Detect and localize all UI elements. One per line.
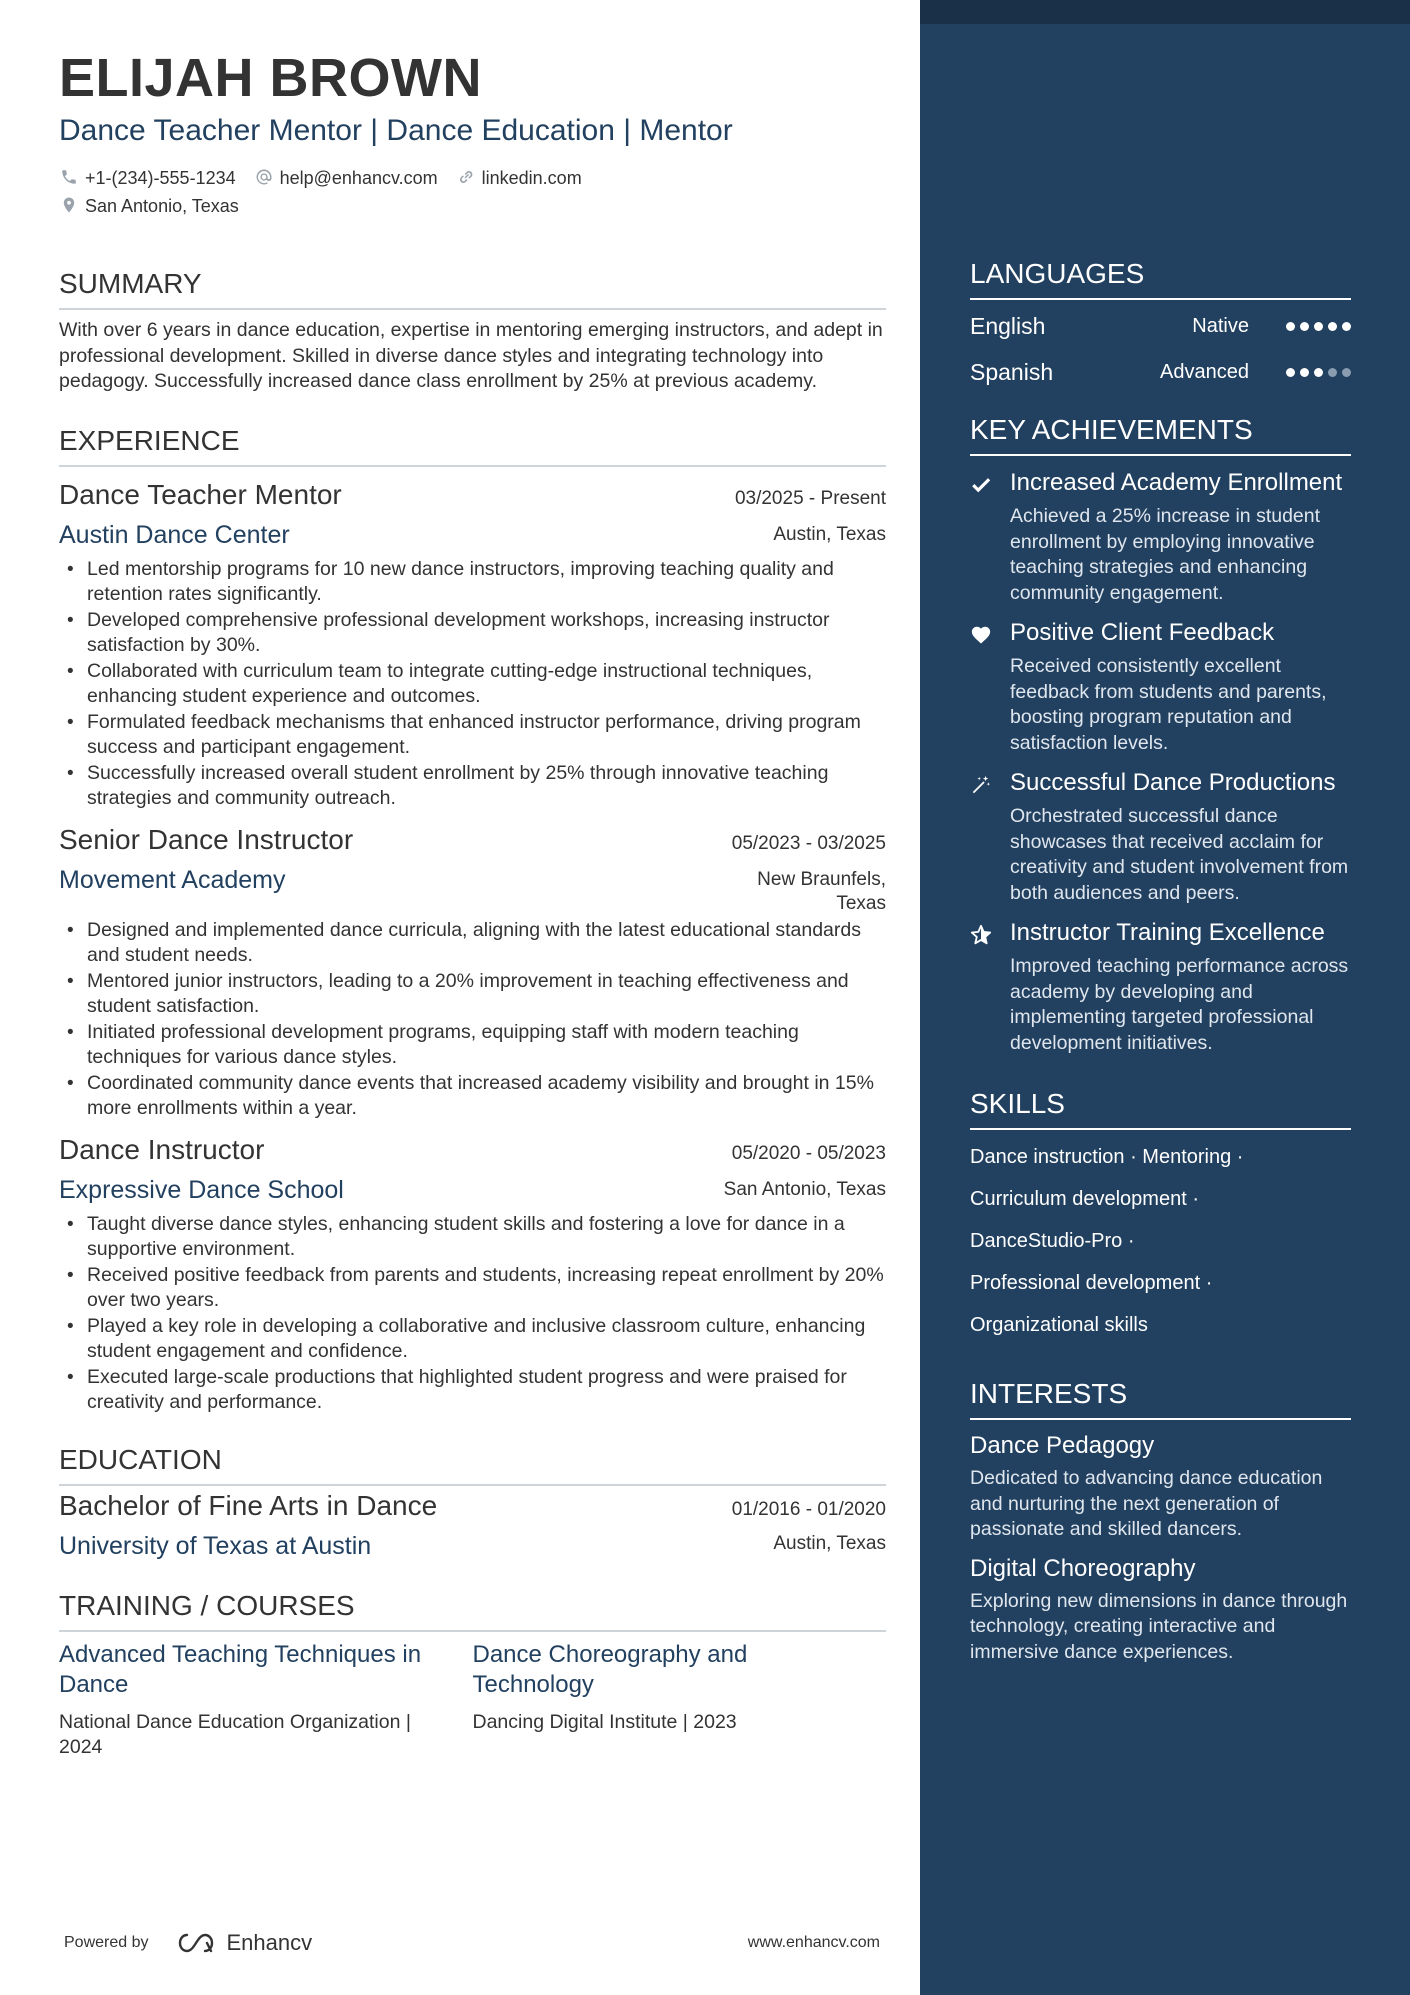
company-name: Austin Dance Center: [59, 520, 290, 549]
education-title: EDUCATION: [59, 1442, 886, 1486]
interests-title: INTERESTS: [970, 1376, 1351, 1420]
footer: [64, 1930, 880, 1956]
interest-item: [970, 1553, 1351, 1666]
phone-contact[interactable]: [59, 168, 236, 189]
candidate-role: Dance Teacher Mentor | Dance Education | Mentor: [59, 114, 733, 147]
phone-icon: [59, 168, 79, 188]
linkedin-text: linkedin.com: [481, 167, 582, 188]
interest-title: Dance Pedagogy: [970, 1432, 1155, 1459]
achievement-title: Increased Academy Enrollment: [1010, 469, 1343, 496]
heart-icon: [970, 618, 1010, 756]
achievements-section: [970, 412, 1351, 1056]
language-item: [970, 304, 1351, 348]
job-title: Senior Dance Instructor: [59, 823, 354, 855]
brand-logo[interactable]: [175, 1930, 313, 1956]
rating-dot-filled: [1314, 322, 1323, 331]
interest-item: [970, 1430, 1351, 1543]
language-level: Advanced: [1160, 360, 1249, 383]
bullet-item: • Mentored junior instructors, leading to a 20% improvement in teaching effectiveness and student satisfaction.: [59, 969, 886, 1020]
job-title: Dance Instructor: [59, 1133, 265, 1165]
bullet-item: • Coordinated community dance events that increased academy visibility and brought in 15% more enrollments within a year.: [59, 1071, 886, 1122]
rating-dot-filled: [1286, 322, 1295, 331]
achievement-text: Orchestrated successful dance showcases that received acclaim for creativity and student involvement from both audiences and peers.: [1010, 805, 1349, 904]
company-name: Movement Academy: [59, 865, 286, 894]
course-title: Advanced Teaching Techniques in Dance: [59, 1640, 422, 1698]
skill-item: Organizational skills: [970, 1314, 1148, 1336]
skill-item: DanceStudio-Pro ·: [970, 1230, 1135, 1252]
bullet-item: • Formulated feedback mechanisms that enhanced instructor performance, driving program success and participant engagement.: [59, 710, 886, 761]
email-text: help@enhancv.com: [279, 167, 438, 188]
language-name: English: [970, 312, 1046, 339]
powered-by: [64, 1930, 312, 1956]
summary-title: SUMMARY: [59, 266, 886, 310]
achievement-item: [970, 918, 1351, 1056]
language-name: Spanish: [970, 358, 1054, 385]
experience-section: [59, 423, 886, 1416]
contact-info: [59, 164, 886, 220]
magic-wand-icon: [970, 768, 1010, 906]
language-item: [970, 350, 1351, 394]
site-link[interactable]: www.enhancv.com: [747, 1934, 880, 1951]
skill-item: Dance instruction · Mentoring ·: [970, 1146, 1244, 1168]
bullet-item: • Developed comprehensive professional development workshops, increasing instructor satisfaction by 30%.: [59, 608, 886, 659]
email-contact[interactable]: [254, 168, 438, 189]
achievement-text: Improved teaching performance across academy by developing and implementing targeted professional development initiatives.: [1010, 955, 1349, 1054]
brand-logo-icon: [175, 1930, 221, 1956]
job-date: 05/2023 - 03/2025: [731, 832, 886, 854]
course-provider: Dancing Digital Institute | 2023: [472, 1710, 737, 1733]
job-bullets: [59, 1212, 886, 1416]
bullet-item: • Successfully increased overall student enrollment by 25% through innovative teaching strategies and community outreach.: [59, 761, 886, 812]
degree-title: Bachelor of Fine Arts in Dance: [59, 1489, 438, 1521]
powered-by-label: Powered by: [64, 1934, 149, 1951]
achievement-item: [970, 468, 1351, 606]
location-contact: [59, 196, 239, 217]
job-date: 05/2020 - 05/2023: [731, 1142, 886, 1164]
achievement-title: Instructor Training Excellence: [1010, 919, 1325, 946]
achievement-title: Successful Dance Productions: [1010, 769, 1336, 796]
interest-text: Dedicated to advancing dance education and nurturing the next generation of passionate and skilled dancers.: [970, 1467, 1323, 1540]
experience-title: EXPERIENCE: [59, 423, 886, 467]
course-title: Dance Choreography and Technology: [472, 1640, 748, 1698]
rating-dot-empty: [1328, 368, 1337, 377]
job-bullets: [59, 918, 886, 1122]
achievement-title: Positive Client Feedback: [1010, 619, 1275, 646]
language-level: Native: [1192, 314, 1249, 337]
company-name: Expressive Dance School: [59, 1175, 344, 1204]
education-location: Austin, Texas: [773, 1532, 886, 1554]
achievements-title: KEY ACHIEVEMENTS: [970, 412, 1351, 456]
course-item: [59, 1640, 473, 1761]
skills-list: [970, 1136, 1351, 1346]
job-entry: [59, 1130, 886, 1416]
sidebar: [920, 0, 1410, 1995]
bullet-item: • Taught diverse dance styles, enhancing student skills and fostering a love for dance in a supportive environment.: [59, 1212, 886, 1263]
language-rating: [1281, 368, 1351, 377]
rating-dot-filled: [1314, 368, 1323, 377]
job-entry: [59, 820, 886, 1122]
map-pin-icon: [59, 196, 79, 216]
job-location: New Braunfels, Texas: [757, 868, 886, 914]
rating-dot-empty: [1342, 368, 1351, 377]
languages-title: LANGUAGES: [970, 256, 1351, 300]
interests-section: [970, 1376, 1351, 1665]
job-entry: [59, 475, 886, 812]
education-date: 01/2016 - 01/2020: [731, 1498, 886, 1520]
sidebar-top-bar: [920, 0, 1410, 24]
interest-title: Digital Choreography: [970, 1554, 1196, 1582]
bullet-item: • Designed and implemented dance curricula, aligning with the latest educational standards and student needs.: [59, 918, 886, 969]
job-date: 03/2025 - Present: [734, 487, 886, 509]
rating-dot-filled: [1300, 322, 1309, 331]
location-text: San Antonio, Texas: [85, 195, 239, 216]
bullet-item: • Initiated professional development programs, equipping staff with modern teaching techniques for various dance styles.: [59, 1020, 886, 1071]
skills-section: [970, 1086, 1351, 1346]
training-section: [59, 1588, 886, 1761]
achievement-item: [970, 618, 1351, 756]
check-icon: [970, 468, 1010, 606]
language-rating: [1281, 322, 1351, 331]
bullet-item: • Led mentorship programs for 10 new dance instructors, improving teaching quality and retention rates significantly.: [59, 557, 886, 608]
interest-text: Exploring new dimensions in dance through technology, creating interactive and immersive dance experiences.: [970, 1589, 1348, 1663]
job-bullets: [59, 557, 886, 812]
skills-title: SKILLS: [970, 1086, 1351, 1130]
skill-item: Curriculum development ·: [970, 1188, 1199, 1210]
job-title: Dance Teacher Mentor: [59, 478, 342, 510]
education-section: [59, 1442, 886, 1566]
course-item: [473, 1640, 887, 1761]
skill-item: Professional development ·: [970, 1272, 1213, 1294]
link-icon: [456, 168, 476, 188]
linkedin-contact[interactable]: [456, 168, 582, 189]
course-provider: National Dance Education Organization | 2024: [59, 1710, 411, 1758]
rating-dot-filled: [1342, 322, 1351, 331]
job-location: Austin, Texas: [773, 523, 886, 545]
at-icon: [254, 168, 274, 188]
school-name: University of Texas at Austin: [59, 1531, 372, 1560]
bullet-item: • Played a key role in developing a collaborative and inclusive classroom culture, enhancing student engagement and confidence.: [59, 1314, 886, 1365]
summary-section: [59, 266, 886, 395]
candidate-name: ELIJAH BROWN: [59, 48, 482, 108]
bullet-item: • Collaborated with curriculum team to integrate cutting-edge instructional techniques, enhancing student experience and outcomes.: [59, 659, 886, 710]
rating-dot-filled: [1328, 322, 1337, 331]
job-location: San Antonio, Texas: [723, 1178, 886, 1200]
rating-dot-filled: [1286, 368, 1295, 377]
phone-text: +1-(234)-555-1234: [85, 167, 236, 188]
bullet-item: • Received positive feedback from parents and students, increasing repeat enrollment by 20% over two years.: [59, 1263, 886, 1314]
brand-name: Enhancv: [226, 1930, 313, 1955]
achievement-text: Achieved a 25% increase in student enrollment by employing innovative teaching strategies and enhancing community engagement.: [1010, 505, 1321, 604]
star-icon: [970, 918, 1010, 1056]
achievement-text: Received consistently excellent feedback from students and parents, boosting program reputation and satisfaction levels.: [1010, 655, 1327, 754]
training-title: TRAINING / COURSES: [59, 1588, 886, 1632]
bullet-item: • Executed large-scale productions that highlighted student progress and were praised for creativity and performance.: [59, 1365, 886, 1416]
languages-section: [970, 256, 1351, 394]
rating-dot-filled: [1300, 368, 1309, 377]
achievement-item: [970, 768, 1351, 906]
summary-text: With over 6 years in dance education, expertise in mentoring emerging instructors, and adept in professional development. Skilled in diverse dance styles and integrating technology into pedagogy. Successfully increased dance class enrollment by 25% at previous academy.: [59, 319, 883, 392]
